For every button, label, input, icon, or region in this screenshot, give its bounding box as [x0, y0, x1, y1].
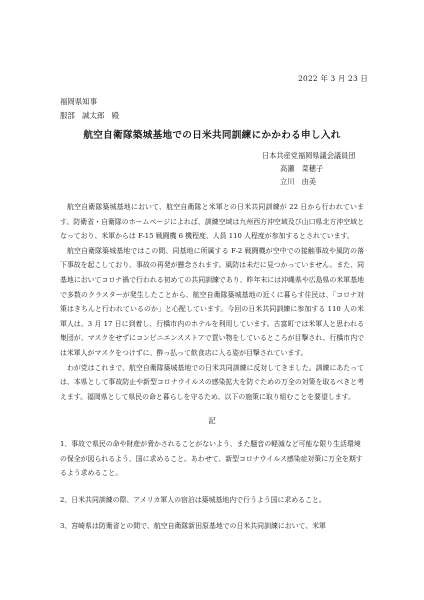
sender-organization: 日本共産党福岡県議会議員団: [262, 151, 356, 160]
body-text: [60, 200, 364, 404]
body-paragraph-3: わが党はこれまで、航空自衛隊築城基地での日米共同訓練に反対してきました。訓練にあたっては、本県として事故防止や新型コロナウイルスの感染拡大を防ぐための万全の対策を取るべきと考えます。福岡県として県民の命と暮らしを守るため、以下の施策に取り組むことを要望します。: [60, 363, 364, 401]
addressee-name: 服部 誠太郎 殿: [60, 111, 120, 120]
request-item-1: 1、事故で県民の命や財産が脅かされることがないよう、また騒音の軽減など可能な限り生活環境の保全が図られるよう、国に求めること。あわせて、新型コロナウイルス感染症対策に万全を期するよう求めること。: [60, 440, 363, 478]
request-item-2: 2、日米共同訓練の際、アメリカ軍人の宿泊は築城基地内で行うよう国に求めること。: [60, 495, 326, 504]
request-item-3: 3、宮崎県は防衛省との間で、航空自衛隊新田原基地での日米共同訓練において、米軍: [60, 522, 326, 531]
addressee-title: 福岡県知事: [60, 97, 97, 106]
body-paragraph-1: 航空自衛隊築城基地において、航空自衛隊と米軍との日米共同訓練が 22 日から行われています。防衛省・自衛隊のホームページによれば、訓練空域は九州西方沖空域及び山口県北方沖空域となっており、米軍からは F-15 戦闘機 6 機程度、人員 110 人程度が参加するとされています。: [60, 203, 364, 241]
sender-member-1: 高瀬 菜穂子: [280, 164, 324, 173]
request-list: [60, 437, 364, 546]
body-paragraph-2: 航空自衛隊築城基地ではこの間、同基地に所属する F-2 戦闘機が空中での接触事故や風防の落下事故を起こしており、事故の再発が懸念されます。風防は未だに見つかっていません。また、同基地においてコロナ禍で行われる初めての共同訓練であり、昨年末には沖縄県や広島県の米軍基地で多数のクラスターが発生したことから、航空自衛隊築城基地の近くに暮らす住民は、「コロナ対策はきちんと行われているのか」と心配しています。今回の日米共同訓練に参加する 110 人の米軍人は、3 月 17 日に到着し、行橋市内のホテルを利用しています。古富町では米軍人と思われる集団が、マスクをせずにコンビニエンスストアで買い物をしているところが目撃され、行橋市内では米軍人がマスクをつけずに、酔っ払って飲食店に入る姿が目撃されています。: [60, 246, 364, 357]
document-date: 2022 年 3 月 23 日: [298, 74, 368, 83]
ki-heading: 記: [208, 416, 216, 425]
document-title: 航空自衛隊築城基地での日米共同訓練にかかわる申し入れ: [83, 130, 341, 141]
sender-member-2: 立川 由美: [280, 177, 316, 186]
